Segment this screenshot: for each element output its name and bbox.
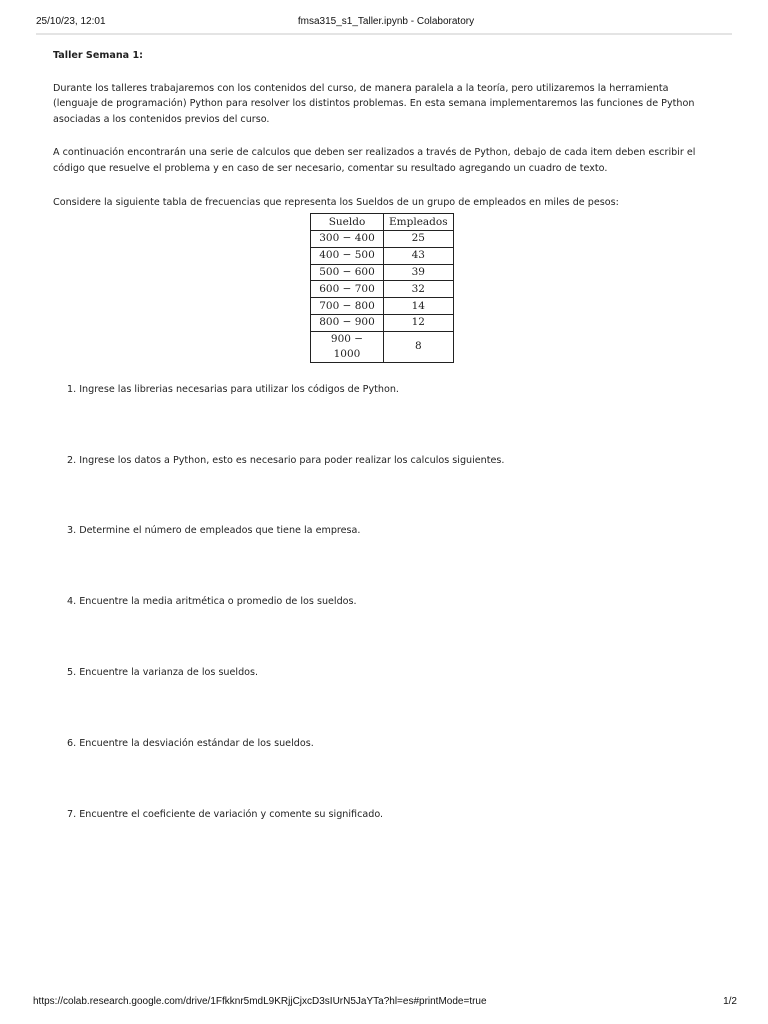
notebook-content <box>53 48 703 877</box>
page-number: 1/2 <box>723 996 737 1007</box>
sueldo-cell: 800 − 900 <box>311 314 384 331</box>
sueldo-cell: 300 − 400 <box>311 230 384 247</box>
sueldo-cell: 500 − 600 <box>311 264 384 281</box>
sueldo-cell: 900 − 1000 <box>311 331 384 362</box>
empleados-cell: 8 <box>384 331 454 362</box>
table-intro-paragraph: Considere la siguiente tabla de frecuencias que representa los Sueldos de un grupo de empleados en miles de pesos: <box>53 196 619 208</box>
print-footer <box>33 996 737 1010</box>
taller-title: Taller Semana 1: <box>53 50 143 61</box>
table-row <box>311 230 454 247</box>
question-item: 2. Ingrese los datos a Python, esto es necesario para poder realizar los calculos siguientes. <box>67 454 505 466</box>
table-row <box>311 264 454 281</box>
question-item: 1. Ingrese las librerias necesarias para utilizar los códigos de Python. <box>67 383 399 395</box>
empleados-cell: 14 <box>384 298 454 315</box>
table-row <box>311 247 454 264</box>
empleados-cell: 25 <box>384 230 454 247</box>
empleados-cell: 32 <box>384 281 454 298</box>
table-row <box>311 314 454 331</box>
question-item: 4. Encuentre la media aritmética o promedio de los sueldos. <box>67 596 357 608</box>
empleados-cell: 39 <box>384 264 454 281</box>
sueldo-cell: 700 − 800 <box>311 298 384 315</box>
question-item: 7. Encuentre el coeficiente de variación y comente su significado. <box>67 808 384 820</box>
empleados-cell: 43 <box>384 247 454 264</box>
table-row <box>311 331 454 362</box>
sueldo-cell: 600 − 700 <box>311 281 384 298</box>
column-header-empleados: Empleados <box>384 214 454 231</box>
question-list <box>67 382 703 878</box>
document-title: fmsa315_s1_Taller.ipynb - Colaboratory <box>297 16 475 27</box>
question-item: 3. Determine el número de empleados que tiene la empresa. <box>67 525 361 537</box>
print-date: 25/10/23, 12:01 <box>36 16 106 27</box>
intro-paragraph: Durante los talleres trabajaremos con los contenidos del curso, de manera paralela a la teoría, pero utilizaremos la herramienta (lenguaje de programación) Python para resolver los distintos problemas. En esta semana implementaremos las funciones de Python asociadas a los contenidos previos del curso. <box>53 82 695 125</box>
instructions-paragraph: A continuación encontrarán una serie de calculos que deben ser realizados a través de Python, debajo de cada item deben escribir el código que resuelve el problema y en caso de ser necesario, comentar su resultado agregando un cuadro de texto. <box>53 147 696 174</box>
question-item: 5. Encuentre la varianza de los sueldos. <box>67 666 259 678</box>
sueldo-cell: 400 − 500 <box>311 247 384 264</box>
table-header-row <box>311 214 454 231</box>
print-header <box>36 16 736 30</box>
header-divider <box>36 33 732 35</box>
frequency-table <box>310 213 454 363</box>
column-header-sueldo: Sueldo <box>311 214 384 231</box>
page-url: https://colab.research.google.com/drive/1Ffkknr5mdL9KRjjCjxcD3sIUrN5JaYTa?hl=es#printMode=true <box>33 996 487 1007</box>
question-item: 6. Encuentre la desviación estándar de los sueldos. <box>67 737 314 749</box>
table-row <box>311 281 454 298</box>
empleados-cell: 12 <box>384 314 454 331</box>
table-row <box>311 298 454 315</box>
